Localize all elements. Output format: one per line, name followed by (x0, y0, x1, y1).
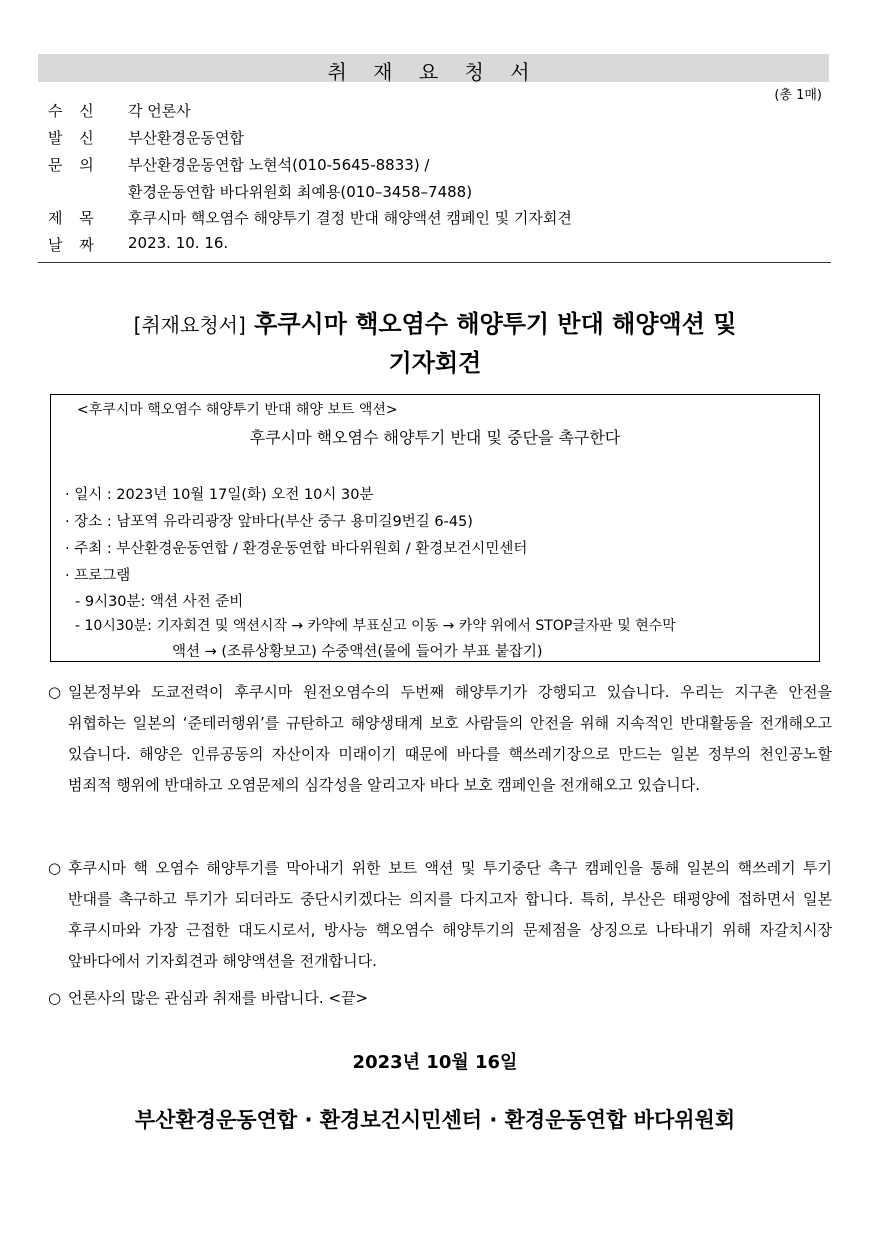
header-value: 부산환경운동연합 (128, 129, 244, 147)
circle-bullet-icon: ○ (48, 683, 62, 701)
paragraph-text: 일본정부와 도쿄전력이 후쿠시마 원전오염수의 두번째 해양투기가 강행되고 있습니다. 우리는 지구촌 안전을 위협하는 일본의 ‘준테러행위’를 규탄하고 해양생태계 보호 사람들의 안전을 위해 지속적인 반대활동을 전개해오고 있습니다. 해양은 인류공동의 자산이자 미래이기 때문에 바다를 핵쓰레기장으로 만드는 일본 정부의 천인공노할 범죄적 행위에 반대하고 오염문제의 심각성을 알리고자 바다 보호 캠페인을 전개해오고 있습니다. (68, 683, 832, 794)
header-value: 환경운동연합 바다위원회 최예용(010–3458–7488) (128, 183, 473, 201)
header-value: 2023. 10. 16. (128, 234, 229, 252)
footer-date: 2023년 10월 16일 (352, 1052, 518, 1073)
event-location: · 장소 : 남포역 유라리광장 앞바다(부산 중구 용미길9번길 6-45) (65, 514, 473, 530)
title-text: 후쿠시마 핵오염수 해양투기 반대 해양액션 및 (254, 310, 737, 338)
circle-bullet-icon: ○ (48, 989, 62, 1007)
header-label: 발 신 (48, 129, 100, 147)
circle-bullet-icon: ○ (48, 859, 62, 877)
header-value: 각 언론사 (128, 102, 191, 120)
footer-organizations: 부산환경운동연합 · 환경보건시민센터 · 환경운동연합 바다위원회 (134, 1108, 736, 1132)
title-prefix: [취재요청서] (133, 313, 246, 337)
paragraph-1 (48, 677, 832, 801)
box-subtitle: <후쿠시마 핵오염수 해양투기 반대 해양 보트 액션> (77, 402, 398, 418)
doc-title-band (38, 54, 829, 82)
header-divider (38, 262, 831, 263)
event-host: · 주최 : 부산환경운동연합 / 환경운동연합 바다위원회 / 환경보건시민센터 (65, 541, 528, 557)
page-count: (총 1매) (774, 88, 822, 103)
program-item: - 9시30분: 액션 사전 준비 (75, 594, 244, 610)
event-program-label: · 프로그램 (65, 568, 131, 584)
header-label: 제 목 (48, 209, 100, 227)
paragraph-text: 언론사의 많은 관심과 취재를 바랍니다. <끝> (68, 989, 369, 1007)
paragraph-3 (48, 983, 832, 1014)
event-info-box (50, 394, 820, 662)
box-headline: 후쿠시마 핵오염수 해양투기 반대 및 중단을 촉구한다 (249, 428, 621, 447)
header-value: 부산환경운동연합 노현석(010-5645-8833) / (128, 156, 430, 174)
paragraph-text: 후쿠시마 핵 오염수 해양투기를 막아내기 위한 보트 액션 및 투기중단 촉구 캠페인을 통해 일본의 핵쓰레기 투기 반대를 촉구하고 투기가 되더라도 중단시키겠다는 의지를 다지고자 합니다. 특히, 부산은 태평양에 접하면서 일본 후쿠시마와 가장 근접한 대도시로서, 방사능 핵오염수 해양투기의 문제점을 상징으로 나타내기 위해 자갈치시장 앞바다에서 기자회견과 해양액션을 전개합니다. (68, 859, 832, 970)
program-item: - 10시30분: 기자회견 및 액션시작 → 카약에 부표싣고 이동 → 카약 위에서 STOP글자판 및 현수막 (75, 618, 676, 634)
paragraph-2 (48, 853, 832, 977)
program-item-continued: 액션 → (조류상황보고) 수중액션(물에 들어가 부표 붙잡기) (172, 644, 543, 660)
event-datetime: · 일시 : 2023년 10월 17일(화) 오전 10시 30분 (65, 487, 374, 503)
header-label: 날 짜 (48, 236, 100, 254)
main-title-line2: 기자회견 (388, 349, 482, 377)
doc-title: 취 재 요 청 서 (327, 60, 540, 84)
header-label: 수 신 (48, 102, 100, 120)
header-value: 후쿠시마 핵오염수 해양투기 결정 반대 해양액션 캠페인 및 기자회견 (128, 209, 572, 227)
main-title-line1 (0, 304, 870, 339)
header-label: 문 의 (48, 156, 100, 174)
